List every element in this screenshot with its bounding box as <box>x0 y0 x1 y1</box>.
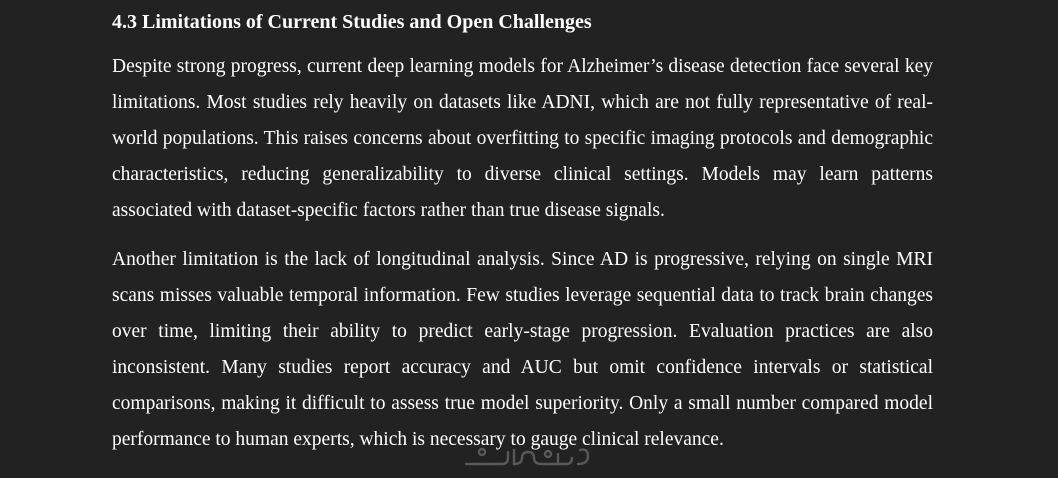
paragraph-longitudinal-limitations: Another limitation is the lack of longitudinal analysis. Since AD is progressive, relying on single MRI scans misses valuable temporal information. Few studies leverage sequential data to track brain changes over time, limiting their ability to predict early-stage progression. Evaluation practices are also inconsistent. Many studies report accuracy and AUC but omit confidence intervals or statistical comparisons, making it difficult to assess true model superiority. Only a small number compared model performance to human experts, which is necessary to gauge clinical relevance. <box>112 249 933 450</box>
paragraph-dataset-limitations: Despite strong progress, current deep learning models for Alzheimer’s disease detection face several key limitations. Most studies rely heavily on datasets like ADNI, which are not fully representative of real-world populations. This raises concerns about overfitting to specific imaging protocols and demographic characteristics, reducing generalizability to diverse clinical settings. Models may learn patterns associated with dataset-specific factors rather than true disease signals. <box>112 56 933 221</box>
section-heading: 4.3 Limitations of Current Studies and Open Challenges <box>112 11 592 33</box>
document-page <box>112 0 933 458</box>
watermark-logo <box>462 438 598 472</box>
